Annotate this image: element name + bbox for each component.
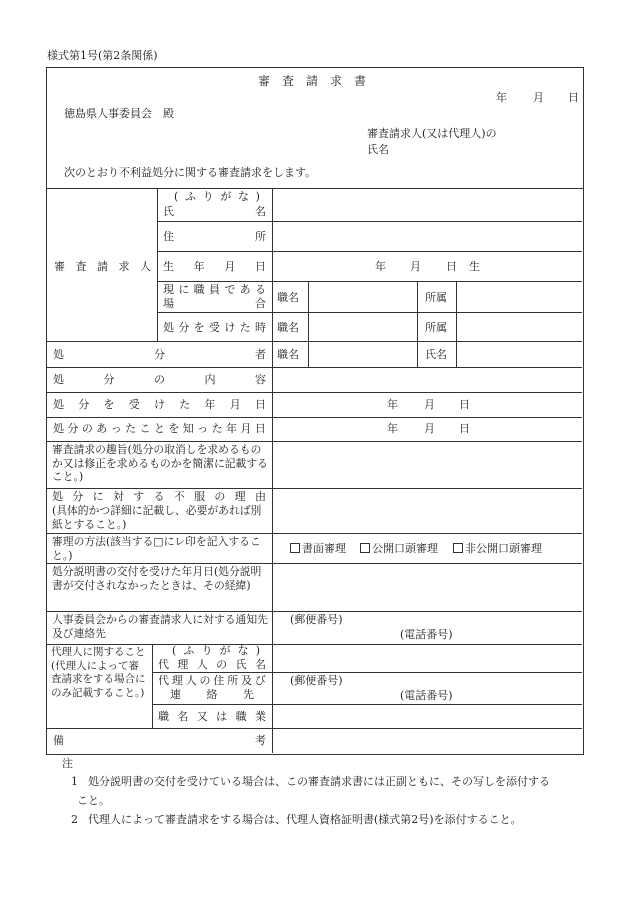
method-option-written[interactable]: [290, 542, 346, 555]
birth-month: 月: [410, 260, 421, 273]
note-1-text-cont: こと。: [77, 794, 110, 807]
applicant-label: 審査請求人(又は代理人)の: [367, 127, 497, 140]
reason-note: (具体的かつ詳細に記載し、必要があれば別紙とすること。): [52, 504, 262, 531]
method-option-written-label: 書面審理: [302, 542, 346, 555]
date-day: 日: [568, 91, 579, 104]
method-option-public[interactable]: [360, 542, 438, 555]
date-month: 月: [533, 91, 544, 104]
current-office-label: 現 に 職 員 で あ る: [163, 283, 266, 296]
method-label: 審理の方法(該当する□にレ印を記入すること。): [52, 535, 261, 562]
checkbox-icon[interactable]: [360, 543, 370, 553]
note-1-number: 1: [71, 775, 78, 788]
note-2-number: 2: [71, 813, 78, 826]
agent-name-label: 代 理 人 の 氏 名: [158, 658, 266, 671]
disposer-job-label: 職名: [277, 348, 299, 361]
birth-suffix: 生: [469, 260, 480, 273]
date-year: 年: [496, 91, 507, 104]
method-option-private-label: 非公開口頭審理: [465, 542, 542, 555]
checkbox-icon[interactable]: [453, 543, 463, 553]
method-option-private[interactable]: [453, 542, 542, 555]
intro-text: 次のとおり不利益処分に関する審査請求をします。: [64, 166, 317, 179]
checkbox-icon[interactable]: [290, 543, 300, 553]
method-option-public-label: 公開口頭審理: [372, 542, 438, 555]
knowledge-day: 日: [459, 422, 470, 435]
disposition-content-label: 処 分 の 内 容: [53, 373, 266, 386]
explanation-label: 処分説明書の交付を受けた年月日(処分説明書が交付されなかったときは、その経緯): [52, 565, 262, 592]
purpose-label: 審査請求の趣旨(処分の取消しを求めるものか又は修正を求めるものかを簡潔に記載すること。): [52, 443, 268, 483]
birth-day: 日: [446, 260, 457, 273]
applicant-name-label: 氏名: [367, 143, 389, 156]
contact-postal-label: (郵便番号): [290, 613, 343, 626]
contact-phone-label: (電話番号): [400, 628, 453, 641]
disposition-day: 日: [459, 398, 470, 411]
disposition-year: 年: [387, 398, 398, 411]
form-title: 審 査 請 求 書: [258, 74, 367, 88]
agent-address-label: 代 理 人 の 住 所 及 び: [158, 674, 266, 687]
note-2-text: 代理人によって審査請求をする場合は、代理人資格証明書(様式第2号)を添付すること。: [88, 813, 522, 826]
disposer-name-label: 氏名: [425, 348, 447, 361]
note-1-text: 処分説明書の交付を受けている場合は、この審査請求書には正副ともに、その写しを添付する: [88, 775, 550, 788]
notes-heading: 注: [62, 757, 73, 770]
address-label: 住 所: [163, 230, 266, 243]
knowledge-date-label: 処 分 の あ っ た こ と を 知 っ た 年 月 日: [53, 422, 266, 435]
agent-furigana-label: ( ふ り が な ): [172, 644, 260, 657]
form-label: 様式第1号(第2条関係): [47, 49, 158, 62]
agent-phone-label: (電話番号): [400, 689, 453, 702]
contact-label: 人事委員会からの審査請求人に対する通知先及び連絡先: [52, 613, 268, 640]
furigana-label: ( ふ り が な ): [174, 190, 260, 203]
disposer-label: 処 分 者: [53, 348, 266, 361]
past-dept-label: 所属: [425, 321, 447, 334]
birthdate-label: 生 年 月 日: [163, 260, 266, 273]
current-dept-label: 所属: [425, 291, 447, 304]
knowledge-month: 月: [424, 422, 435, 435]
reason-label: 処 分 に 対 す る 不 服 の 理 由: [52, 490, 266, 503]
current-job-label: 職名: [277, 291, 299, 304]
disposition-date-label: 処 分 を 受 け た 年 月 日: [53, 398, 266, 411]
birth-year: 年: [375, 260, 386, 273]
disposition-month: 月: [424, 398, 435, 411]
past-job-label: 職名: [277, 321, 299, 334]
current-office-label-2: 場 合: [163, 297, 266, 310]
knowledge-year: 年: [387, 422, 398, 435]
agent-job-label: 職 名 又 は 職 業: [158, 710, 266, 723]
addressee: 徳島県人事委員会 殿: [64, 107, 174, 120]
agent-postal-label: (郵便番号): [290, 674, 343, 687]
at-disposition-label: 処 分 を 受 け た 時: [163, 321, 266, 334]
agent-group-label: 代理人に関すること(代理人によって審査請求をする場合にのみ記載すること。): [51, 646, 146, 699]
agent-contact-label: 連 絡 先: [170, 688, 254, 701]
requester-group-label: 審 査 請 求 人: [54, 260, 151, 273]
name-label: 氏 名: [163, 205, 266, 218]
remarks-label: 備 考: [53, 734, 266, 747]
